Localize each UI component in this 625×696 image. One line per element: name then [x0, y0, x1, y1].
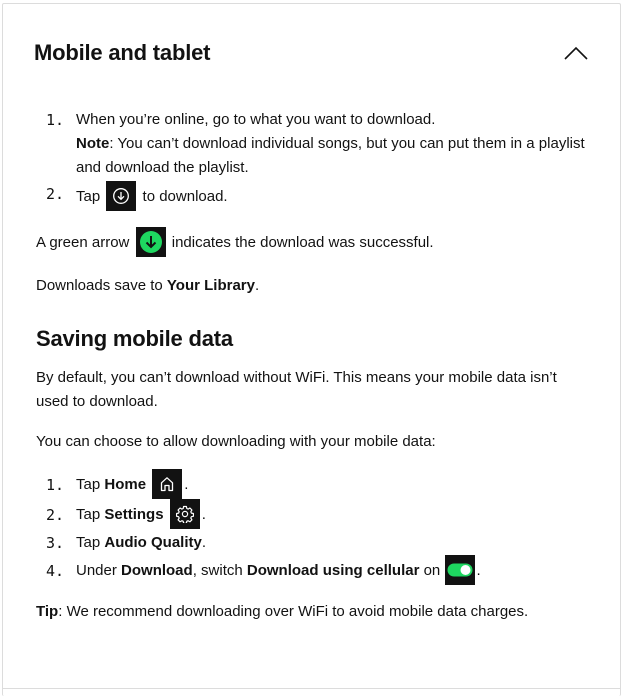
downloads-save-text: [36, 274, 586, 298]
download-circle-icon: [106, 181, 136, 211]
subheading: Saving mobile data: [36, 326, 233, 351]
your-library-label: Your Library: [166, 277, 255, 294]
data-steps-list: [36, 470, 586, 586]
note: [76, 132, 586, 180]
paragraph: You can choose to allow downloading with your mobile data:: [36, 433, 436, 450]
step-number: 2.: [46, 506, 65, 525]
download-complete-green-icon: [136, 227, 166, 257]
list-item: [36, 470, 586, 500]
accordion-title: Mobile and tablet: [34, 40, 211, 65]
step-number: 2.: [46, 185, 65, 203]
gear-icon: [170, 499, 200, 529]
text: .: [254, 277, 260, 294]
tip-text: [36, 600, 586, 624]
text: : We recommend downloading over WiFi to avoid mobile data charges.: [58, 603, 529, 621]
accordion-header[interactable]: [34, 36, 589, 70]
text: .: [201, 534, 207, 552]
green-arrow-text: [36, 228, 586, 258]
home-label: Home: [104, 476, 147, 493]
toggle-on-icon: [445, 555, 475, 585]
text: Tap: [76, 534, 105, 552]
download-cellular-label: Download using cellular: [246, 562, 420, 580]
text: on: [419, 562, 441, 580]
text: Tap: [76, 476, 105, 493]
download-label: Download: [121, 562, 193, 580]
step-number: 3.: [46, 534, 65, 553]
text: .: [201, 506, 206, 524]
tip-label: Tip: [36, 603, 59, 621]
list-item: [36, 556, 586, 586]
paragraph: By default, you can’t download without WiFi. This means your mobile data isn’t used to download.: [36, 369, 557, 410]
divider: [2, 688, 621, 689]
step-text: When you’re online, go to what you want to download.: [76, 111, 436, 128]
list-item: [36, 182, 586, 212]
text: .: [184, 476, 189, 493]
download-steps-list: [36, 108, 586, 212]
chevron-up-icon[interactable]: [563, 43, 589, 63]
text: Downloads save to: [36, 277, 167, 294]
accordion-content: [36, 108, 586, 624]
text: , switch: [192, 562, 247, 580]
step-text: to download.: [142, 187, 228, 205]
text: indicates the download was successful.: [171, 233, 434, 251]
step-number: 1.: [46, 111, 65, 129]
settings-label: Settings: [104, 506, 164, 524]
note-label: Note: [76, 135, 110, 152]
note-text: : You can’t download individual songs, but you can put them in a playlist and download the playlist.: [76, 135, 585, 176]
text: Under: [76, 562, 122, 580]
text: Tap: [76, 506, 105, 524]
text: .: [476, 562, 481, 580]
text: A green arrow: [36, 233, 130, 251]
step-text: Tap: [76, 187, 101, 205]
audio-quality-label: Audio Quality: [104, 534, 202, 552]
home-icon: [152, 469, 182, 499]
step-number: 4.: [46, 562, 65, 581]
list-item: [36, 500, 586, 530]
list-item: [36, 108, 586, 180]
step-number: 1.: [46, 476, 65, 494]
list-item: [36, 530, 586, 556]
